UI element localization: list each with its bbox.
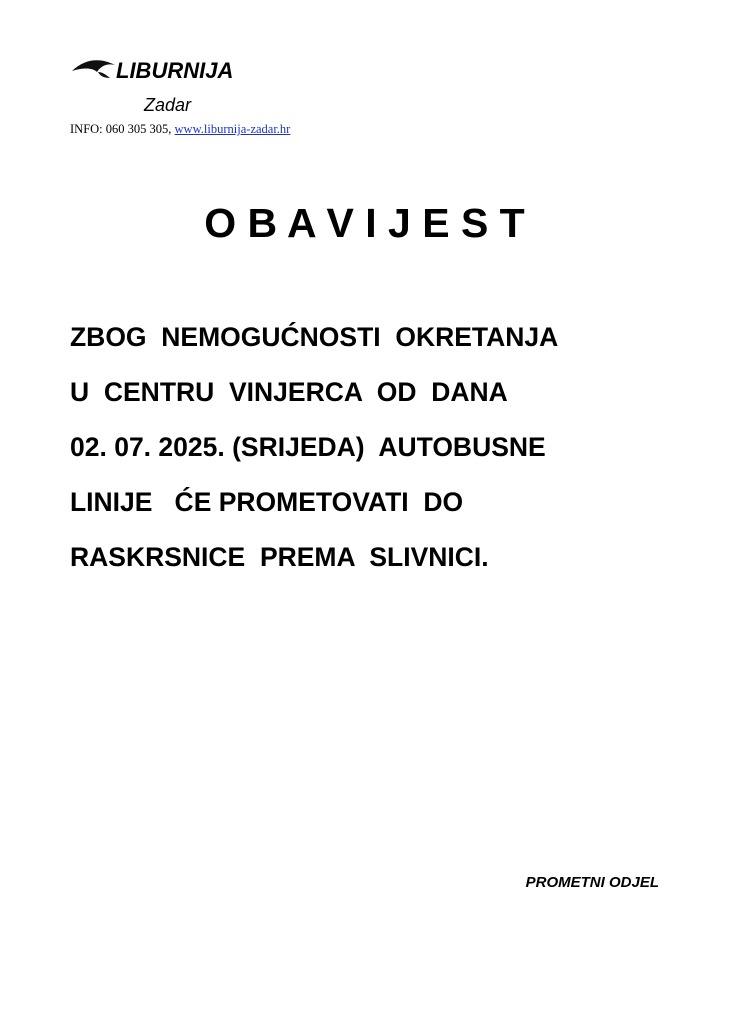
logo-text: LIBURNIJA <box>116 58 234 83</box>
notice-line: LINIJE ĆE PROMETOVATI DO <box>70 487 464 517</box>
notice-line: RASKRSNICE PREMA SLIVNICI. <box>70 542 489 572</box>
signature: PROMETNI ODJEL <box>525 874 659 891</box>
dolphin-icon <box>72 60 115 72</box>
contact-info <box>70 122 290 137</box>
company-logo <box>70 54 240 124</box>
notice-line: U CENTRU VINJERCA OD DANA <box>70 377 508 407</box>
notice-title: O B A V I J E S T <box>204 200 525 246</box>
notice-line: 02. 07. 2025. (SRIJEDA) AUTOBUSNE <box>70 432 546 462</box>
website-link[interactable]: www.liburnija-zadar.hr <box>174 122 291 136</box>
notice-line: ZBOG NEMOGUĆNOSTI OKRETANJA <box>70 322 559 352</box>
info-phone: INFO: 060 305 305, <box>70 122 172 136</box>
notice-body <box>70 316 690 591</box>
logo-subtext: Zadar <box>144 95 192 115</box>
